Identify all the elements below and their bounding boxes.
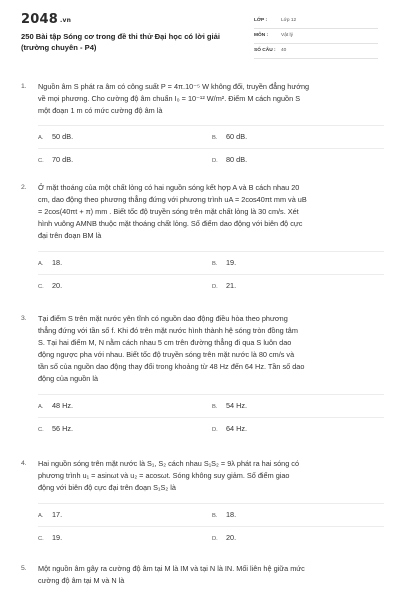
option-text: 80 dB. <box>226 155 248 164</box>
option-text: 60 dB. <box>226 132 248 141</box>
option-text: 70 dB. <box>52 155 74 164</box>
option-text: 19. <box>226 258 237 267</box>
meta-value: Vật lý <box>281 33 293 38</box>
option-letter: B. <box>212 513 218 519</box>
option-a[interactable] <box>38 400 73 413</box>
option-text: 21. <box>226 281 237 290</box>
option-letter: A. <box>38 404 44 410</box>
question-line: hình vuông AMNB thuộc mặt thoáng chất lỏng. Số điểm dao động với biên độ cực <box>38 219 303 228</box>
option-letter: B. <box>212 261 218 267</box>
option-letter: C. <box>38 536 44 542</box>
option-text: 20. <box>52 281 63 290</box>
question-number: 4. <box>21 460 27 467</box>
meta-key: MÔN : <box>254 33 269 38</box>
option-d[interactable] <box>212 423 247 436</box>
option-letter: D. <box>212 536 218 542</box>
options <box>38 394 384 440</box>
question-line: động của nguồn là <box>38 374 99 383</box>
option-c[interactable] <box>38 423 73 436</box>
document-meta <box>254 16 378 61</box>
option-b[interactable] <box>212 400 247 413</box>
options-row <box>38 148 384 171</box>
options <box>38 125 384 171</box>
question-line: một đoạn 1 m có mức cường độ âm là <box>38 106 163 115</box>
question-line: Ở mặt thoáng của một chất lỏng có hai nguồn sóng kết hợp A và B cách nhau 20 <box>38 183 300 192</box>
question-line: = 2cos(40πt + π) mm . Biết tốc độ truyền sóng trên mặt chất lỏng là 30 cm/s. Xét <box>38 207 299 216</box>
meta-row-count <box>254 46 378 59</box>
question-line: đại trên đoạn BM là <box>38 231 102 240</box>
question-line: Một nguồn âm gây ra cường độ âm tại M là IM và tại N là IN. Mối liên hệ giữa mức <box>38 564 305 573</box>
question-line: Hai nguồn sóng trên mặt nước là S₁, S₂ cách nhau S₁S₂ = 9λ phát ra hai sóng có <box>38 459 300 468</box>
question-number: 3. <box>21 315 27 322</box>
option-b[interactable] <box>212 257 236 270</box>
option-c[interactable] <box>38 532 62 545</box>
option-letter: A. <box>38 135 44 141</box>
meta-row-class <box>254 16 378 29</box>
option-letter: B. <box>212 135 218 141</box>
option-c[interactable] <box>38 280 62 293</box>
options-row <box>38 274 384 297</box>
option-a[interactable] <box>38 257 62 270</box>
option-d[interactable] <box>212 280 236 293</box>
meta-value: Lớp 12 <box>281 18 297 23</box>
option-text: 54 Hz. <box>226 401 248 410</box>
option-letter: D. <box>212 427 218 433</box>
options-row <box>38 125 384 148</box>
question-text <box>38 313 384 385</box>
meta-row-subject <box>254 31 378 44</box>
question-line: tần số của nguồn dao động thay đổi trong khoảng từ 48 Hz đến 64 Hz. Tần số dao <box>38 362 305 371</box>
question-line: động với biên độ cực đại trên đoạn S₁S₂ là <box>38 483 176 492</box>
option-letter: A. <box>38 513 44 519</box>
option-letter: D. <box>212 284 218 290</box>
option-text: 18. <box>226 510 237 519</box>
option-text: 50 dB. <box>52 132 74 141</box>
logo-text: 2048 <box>21 12 58 27</box>
option-text: 64 Hz. <box>226 424 248 433</box>
logo-suffix: .vn <box>59 17 72 24</box>
options <box>38 251 384 297</box>
question-line: cường độ âm tại M và N là <box>38 576 125 585</box>
option-text: 17. <box>52 510 63 519</box>
site-logo[interactable] <box>21 12 71 27</box>
options-row <box>38 251 384 274</box>
option-text: 48 Hz. <box>52 401 74 410</box>
option-letter: B. <box>212 404 218 410</box>
options <box>38 503 384 549</box>
document-title-line-2: (trường chuyên - P4) <box>21 42 97 52</box>
question-text <box>38 458 384 494</box>
option-text: 19. <box>52 533 63 542</box>
meta-key: SỐ CÂU : <box>254 48 276 53</box>
question-line: S. Tại hai điểm M, N nằm cách nhau 5 cm trên đường thẳng đi qua S luôn dao <box>38 338 292 347</box>
option-d[interactable] <box>212 154 247 167</box>
meta-value: 40 <box>281 48 287 53</box>
option-b[interactable] <box>212 131 247 144</box>
question-line: Tại điểm S trên mặt nước yên tĩnh có nguồn dao động điều hòa theo phương <box>38 314 288 323</box>
meta-key: LỚP : <box>254 18 268 23</box>
option-letter: D. <box>212 158 218 164</box>
question-text <box>38 81 384 117</box>
document-title-line-1: 250 Bài tập Sóng cơ trong đề thi thử Đại học có lời giải <box>21 32 220 41</box>
option-letter: C. <box>38 284 44 290</box>
option-letter: C. <box>38 158 44 164</box>
question-line: Nguồn âm S phát ra âm có công suất P = 4π.10⁻⁵ W không đổi, truyền đẳng hướng <box>38 82 310 91</box>
question-number: 5. <box>21 565 27 572</box>
question-line: về mọi phương. Cho cường độ âm chuẩn I₀ = 10⁻¹² W/m². Điểm M cách nguồn S <box>38 94 301 103</box>
option-c[interactable] <box>38 154 73 167</box>
option-a[interactable] <box>38 509 62 522</box>
option-text: 18. <box>52 258 63 267</box>
question-number: 1. <box>21 83 27 90</box>
question-number: 2. <box>21 184 27 191</box>
option-a[interactable] <box>38 131 73 144</box>
document-title <box>21 32 251 53</box>
question-line: cm, dao động theo phương thẳng đứng với phương trình uA = 2cos40πt mm và uB <box>38 195 307 204</box>
question-text <box>38 563 384 587</box>
option-letter: A. <box>38 261 44 267</box>
option-b[interactable] <box>212 509 236 522</box>
question-line: phương trình u₁ = asinωt và u₂ = acosωt. Sóng không suy giảm. Số điểm giao <box>38 471 290 480</box>
option-letter: C. <box>38 427 44 433</box>
options-row <box>38 526 384 549</box>
options-row <box>38 417 384 440</box>
option-text: 56 Hz. <box>52 424 74 433</box>
question-line: động ngược pha với nhau. Biết tốc độ truyền sóng trên mặt nước là 80 cm/s và <box>38 350 295 359</box>
options-row <box>38 394 384 417</box>
question-line: thẳng đứng với tần số f. Khi đó trên mặt nước hình thành hệ sóng tròn đồng tâm <box>38 326 298 335</box>
options-row <box>38 503 384 526</box>
document-header <box>0 0 400 62</box>
option-text: 20. <box>226 533 237 542</box>
question-text <box>38 182 384 242</box>
option-d[interactable] <box>212 532 236 545</box>
